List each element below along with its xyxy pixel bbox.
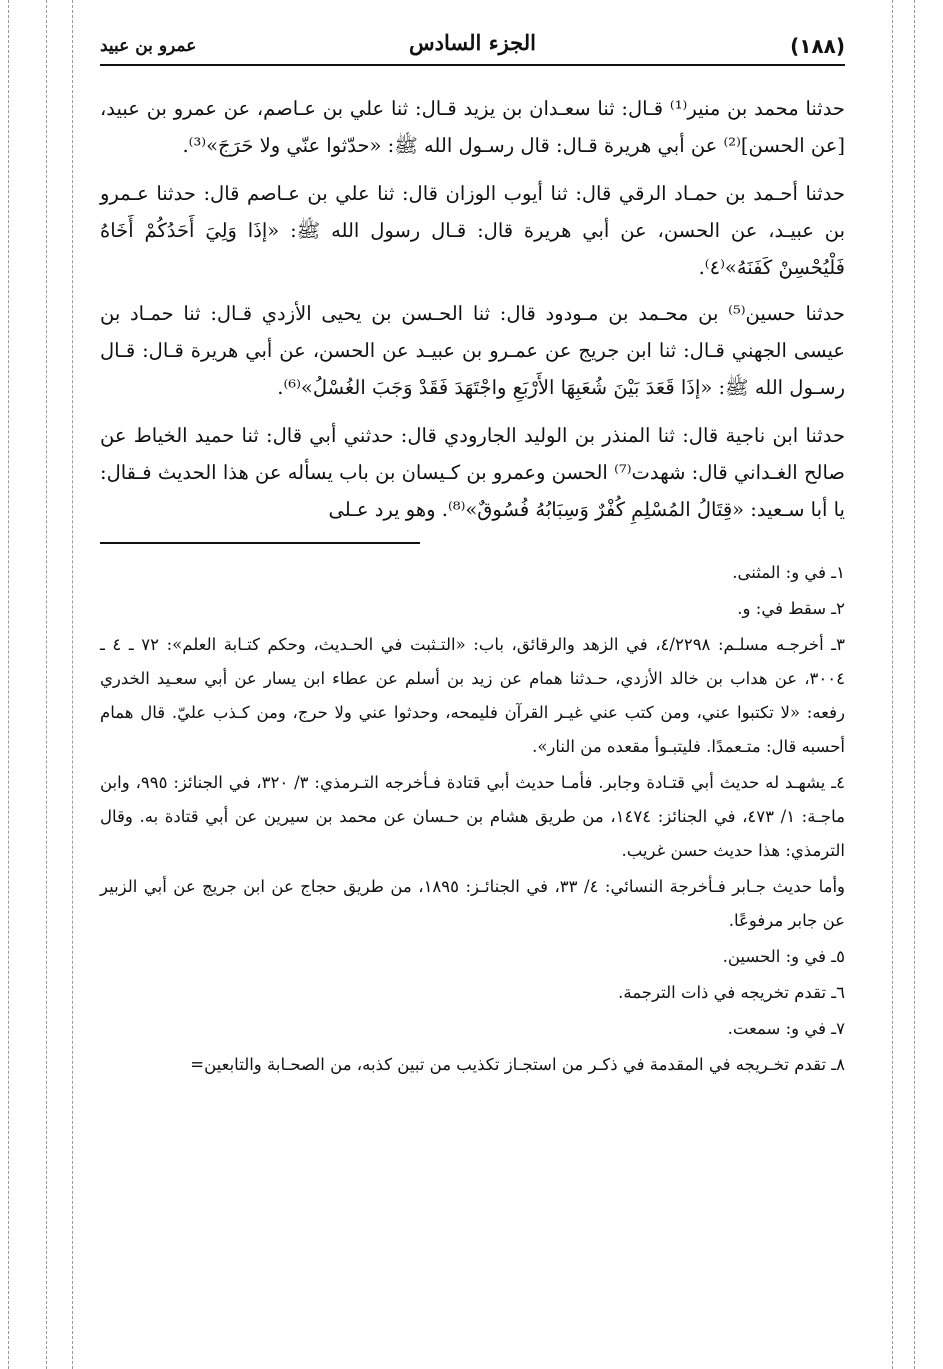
footnote-6: ٦ـ تقدم تخريجه في ذات الترجمة. — [618, 983, 845, 1002]
footnote-5: ٥ـ في و: الحسين. — [722, 947, 845, 966]
main-text — [100, 90, 845, 528]
volume-title: الجزء السادس — [409, 30, 536, 55]
footnote-4: ٤ـ يشهـد له حديث أبي قتـادة وجابر. فأمـا حديث أبي قتادة فـأخرجه التـرمذي: ٣/ ٣٢٠، في الجنائز: ٩٩٥، وابن ماجـة: ١/ ٤٧٣، في الجنائز: ١٤٧٤، من طريق هشام بن حـسان عن محمد بن سيرين عن أبي قتادة به. وقال الترمذي: هذا حديث حسن غريب. — [100, 773, 845, 860]
footnote-2: ٢ـ سقط في: و. — [737, 599, 845, 618]
footnotes — [100, 556, 845, 1082]
hadith-paragraph-3: حدثنا حسين⁽⁵⁾ بن محـمد بن مـودود قال: ثنا الحـسن بن يحيى الأزدي قـال: ثنا حمـاد بن عيسى الجهني قـال: ثنا ابن جريج عن عمـرو بن عبيـد عن الحسن، عن أبي هريرة قـال: قـال رسـول الله ﷺ: «إذَا قَعَدَ بَيْنَ شُعَبِهَا الأَرْبَعِ واجْتَهَدَ فَقَدْ وَجَبَ الغُسْلُ»⁽⁶⁾. — [100, 302, 845, 399]
margin-guide-right-1 — [892, 0, 893, 1369]
page-header — [100, 20, 845, 66]
footnote-1: ١ـ في و: المثنى. — [732, 563, 845, 582]
margin-guide-left-3 — [72, 0, 73, 1369]
footnote-4-continued: وأما حديث جـابر فـأخرجة النسائي: ٤/ ٣٣، في الجنائـز: ١٨٩٥، من طريق حجاج عن ابن جريج عن أبي الزبير عن جابر مرفوعًا. — [100, 877, 845, 930]
margin-guide-left-2 — [46, 0, 47, 1369]
page-number: (١٨٨) — [790, 34, 845, 58]
book-page — [100, 20, 845, 1084]
running-title: عمرو بن عبيد — [100, 36, 197, 56]
footnote-7: ٧ـ في و: سمعت. — [727, 1019, 845, 1038]
hadith-paragraph-4: حدثنا ابن ناجية قال: ثنا المنذر بن الوليد الجارودي قال: حدثني أبي قال: ثنا حميد الخياط عن صالح الغـداني قال: شهدت⁽⁷⁾ الحسن وعمرو بن كـيسان بن باب يسأله عن هذا الحديث فـقال: يا أبا سـعيد: «قِتَالُ المُسْلِمِ كُفْرٌ وَسِبَابُهُ فُسُوقٌ»⁽⁸⁾. وهو يرد عـلى — [100, 424, 845, 521]
hadith-paragraph-2: حدثنا أحـمد بن حمـاد الرقي قال: ثنا أيوب الوزان قال: ثنا علي بن عـاصم قال: حدثنا عـمرو بن عبيـد، عن الحسن، عن أبي هريرة قال: قـال رسول الله ﷺ: «إذَا وَلِيَ أَحَدُكُمْ أَخَاهُ فَلْيُحْسِنْ كَفَنَهُ»⁽٤⁾. — [100, 182, 845, 279]
footnote-3: ٣ـ أخرجـه مسلـم: ٤/٢٢٩٨، في الزهد والرقائق، باب: «التـثبت في الحـديث، وحكم كتـابة العلم»: ٧٢ ـ ٤ ـ ٣٠٠٤، عن هداب بن خالد الأزدي، حـدثنا همام عن زيد بن أسلم عن عطاء ابن يسار عن أبي سعـيد الخدري رفعه: «لا تكتبوا عني، ومن كتب عني غيـر القرآن فليمحه، وحدثوا عني ولا حرج، ومن كـذب عليّ. قال همام أحسبه قال: متـعمدًا. فليتبـوأ مقعده من النار». — [100, 635, 845, 756]
footnote-8: ٨ـ تقدم تخـريجه في المقدمة في ذكـر من استجـاز تكذيب من تبين كذبه، من الصحـابة والتابعين= — [190, 1055, 845, 1074]
footnote-separator — [100, 542, 420, 544]
margin-guide-left-1 — [8, 0, 9, 1369]
margin-guide-right-2 — [914, 0, 915, 1369]
hadith-paragraph-1: حدثنا محمد بن منير⁽¹⁾ قـال: ثنا سعـدان بن يزيد قـال: ثنا علي بن عـاصم، عن عمرو بن عبيد، [عن الحسن]⁽²⁾ عن أبي هريرة قـال: قال رسـول الله ﷺ: «حدّثوا عنّي ولا حَرَجَ»⁽³⁾. — [100, 97, 845, 157]
